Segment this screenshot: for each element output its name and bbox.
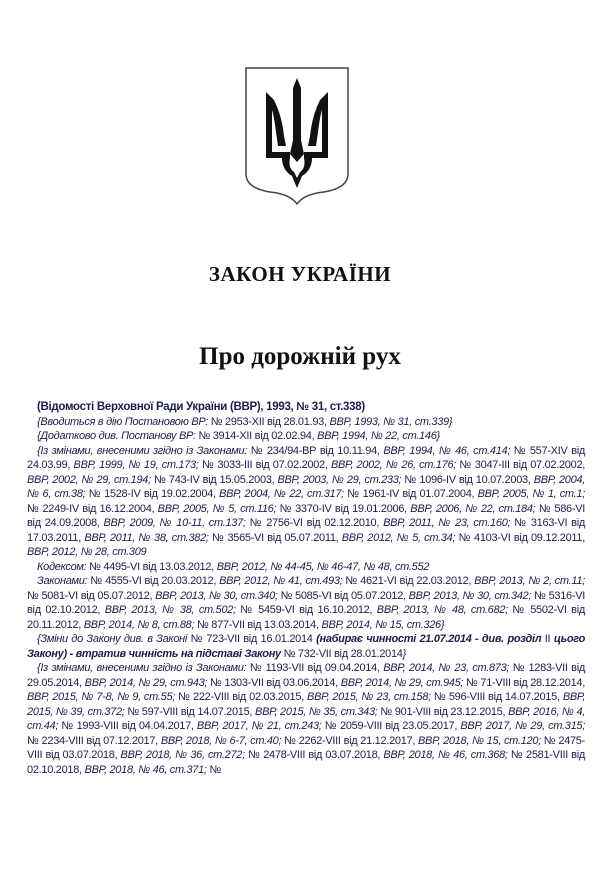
publication-reference: ВВР, 2016, № 4, ст.44; — [27, 705, 586, 732]
publication-reference: ВВР, 2006, № 22, ст.184; — [410, 502, 539, 515]
publication-reference: } — [402, 647, 406, 660]
law-reference: № 5459-VI від 16.10.2012, — [240, 604, 377, 616]
law-reference: № 596-VIII від 14.07.2015, — [433, 691, 563, 703]
publication-reference: ВВР, 2003, № 29, ст.233; — [277, 473, 405, 486]
publication-reference: ВВР, 2014, № 8, ст.88; — [83, 618, 197, 631]
amendment-paragraph — [27, 632, 585, 661]
publication-reference: ВВР, 2012, № 5, ст.34; — [341, 531, 459, 544]
publication-reference: ВВР, 2002, № 26, ст.176; — [330, 459, 460, 471]
publication-reference: ВВР, 2011, № 23, ст.160; — [383, 517, 515, 529]
amendment-paragraph — [27, 415, 585, 430]
amendment-paragraph — [27, 444, 585, 560]
law-reference: № 5081-VI від 05.07.2012, — [27, 589, 156, 602]
law-reference: II — [544, 633, 551, 645]
law-reference: № 4555-VI від 20.03.2012, — [90, 575, 220, 587]
amendment-paragraph — [27, 661, 585, 777]
publication-reference: цього Закону) - втратив чинність на підставі Закону — [27, 633, 585, 660]
law-reference: № 2059-VIII від 23.05.2017, — [324, 720, 461, 732]
publication-reference: ВВР, 2015, № 7-8, № 9, ст.55; — [27, 691, 179, 703]
publication-reference: ВВР, 2014, № 29, ст.945; — [340, 676, 467, 689]
publication-reference: ВВР, 2011, № 38, ст.382; — [84, 531, 213, 544]
publication-reference: {Додатково див. Постанову ВР: — [37, 430, 199, 442]
publication-reference: ВВР, 1999, № 19, ст.173; — [73, 459, 202, 471]
source-reference — [27, 400, 585, 415]
law-reference: № 3047-III від 07.02.2002, — [459, 459, 586, 471]
law-reference: № 1528-IV від 19.02.2004, — [88, 488, 220, 500]
law-reference: № 2478-VIII від 03.07.2018, — [248, 749, 384, 761]
law-reference: № 2581-VIII від 02.10.2018, — [27, 749, 585, 776]
publication-reference: ВВР, 2018, № 46, ст.368; — [383, 749, 511, 761]
publication-reference: ВВР, 2013, № 2, ст.11; — [474, 575, 585, 587]
publication-reference: (набирає чинності 21.07.2014 - див. розділ — [316, 633, 545, 645]
publication-reference: ВВР, 2014, № 15, ст.326} — [321, 618, 445, 631]
publication-reference: ВВР, 2015, № 35, ст.343; — [255, 705, 381, 718]
law-reference: № 3914-XII від 02.02.94, — [198, 430, 318, 442]
law-reference: № 3370-IV від 19.01.2006, — [279, 502, 411, 515]
law-reference: № 597-VIII від 14.07.2015, — [127, 705, 256, 718]
publication-reference: ВВР, 1993, № 31, ст.339} — [329, 415, 453, 428]
document-title: Про дорожній рух — [199, 343, 401, 370]
law-reference: № 4621-VI від 22.03.2012, — [345, 575, 475, 587]
law-reference: № 2756-VI від 02.12.2010, — [249, 517, 384, 529]
publication-reference: ВВР, 2012, № 28, ст.309 — [27, 546, 147, 558]
law-reference: № 586-VI від 24.09.2008, — [27, 502, 585, 529]
law-reference: № 4103-VI від 09.12.2011, — [458, 531, 585, 544]
law-reference: № 5502-VI від 20.11.2012, — [27, 604, 585, 631]
law-reference: № 2953-XII від 28.01.93, — [210, 415, 330, 428]
publication-reference: ВВР, 2012, № 44-45, № 46-47, № 48, ст.552 — [216, 560, 430, 573]
publication-reference: {Зміни до Закону див. в Законі — [37, 633, 191, 645]
publication-reference: ВВР, 2018, № 6-7, ст.40; — [160, 734, 285, 747]
law-reference: № 1096-IV від 10.07.2003, — [404, 473, 534, 486]
amendment-paragraph — [27, 429, 585, 444]
law-reference: № 732-VII від 28.01.2014 — [283, 647, 403, 660]
publication-reference: Законами: — [37, 575, 91, 587]
publication-reference: ВВР, 2009, № 10-11, ст.137; — [103, 517, 250, 529]
publication-reference: ВВР, 2002, № 29, ст.194; — [27, 473, 154, 486]
amendment-paragraph — [27, 574, 585, 632]
publication-reference: {Із змінами, внесеними згідно із Законами: — [37, 662, 250, 674]
law-reference: № 2475-VIII від 03.07.2018, — [27, 734, 585, 761]
publication-reference: ВВР, 2013, № 30, ст.340; — [155, 589, 281, 602]
law-reference: № 557-XIV від 24.03.99, — [27, 444, 585, 471]
law-reference: № 1961-IV від 01.07.2004, — [347, 488, 478, 500]
law-reference: № 222-VIII від 02.03.2015, — [178, 691, 308, 703]
publication-reference: {Із змінами, внесеними згідно із Законами: — [37, 444, 251, 457]
coat-of-arms-icon — [244, 66, 350, 206]
publication-reference: ВВР, 1994, № 22, ст.146} — [317, 430, 440, 442]
publication-reference: ВВР, 2017, № 21, ст.243; — [196, 720, 325, 732]
publication-reference: ВВР, 2017, № 29, ст.315; — [460, 720, 585, 732]
publication-reference: ВВР, 2014, № 23, ст.873; — [383, 662, 513, 674]
publication-reference: ВВР, 2004, № 6, ст.38; — [27, 473, 585, 500]
law-reference: № 3163-VI від 17.03.2011, — [27, 517, 585, 544]
law-reference: № 5085-VI від 05.07.2012, — [280, 589, 409, 602]
publication-reference: ВВР, 2004, № 22, ст.317; — [219, 488, 348, 500]
publication-reference: ВВР, 2013, № 38, ст.502; — [104, 604, 241, 616]
law-reference: № 4495-VI від 13.03.2012, — [89, 560, 217, 573]
law-reference: № 1303-VII від 03.06.2014, — [209, 676, 341, 689]
publication-reference: {Вводиться в дію Постановою ВР: — [37, 415, 211, 428]
law-reference: № 1993-VIII від 04.04.2017, — [61, 720, 197, 732]
law-reference: № — [209, 763, 221, 776]
law-reference: № 1283-VII від 29.05.2014, — [27, 662, 585, 689]
law-reference: (Відомості Верховної Ради України (ВВР), 1993, № 31, ст.338) — [37, 401, 365, 413]
law-reference: № 3565-VI від 05.07.2011, — [212, 531, 342, 544]
law-reference: № 234/94-ВР від 10.11.94, — [250, 444, 384, 457]
publication-reference: ВВР, 2015, № 23, ст.158; — [307, 691, 434, 703]
publication-reference: ВВР, 2018, № 36, ст.272; — [120, 749, 249, 761]
publication-reference: ВВР, 2014, № 29, ст.943; — [84, 676, 210, 689]
publication-reference: ВВР, 2013, № 30, ст.342; — [408, 589, 535, 602]
amendment-paragraph — [27, 560, 585, 575]
publication-reference: Кодексом: — [37, 560, 90, 573]
law-reference: № 901-VIII від 23.12.2015, — [380, 705, 509, 718]
law-reference: № 2249-IV від 16.12.2004, — [27, 502, 158, 515]
law-reference: № 1193-VII від 09.04.2014, — [249, 662, 384, 674]
publication-reference: ВВР, 2018, № 46, ст.371; — [84, 763, 210, 776]
publication-reference: ВВР, 1994, № 46, ст.414; — [383, 444, 514, 457]
publication-reference: ВВР, 2013, № 48, ст.682; — [376, 604, 513, 616]
publication-reference: ВВР, 2015, № 39, ст.372; — [27, 691, 586, 718]
law-reference: № 877-VII від 13.03.2014, — [197, 618, 322, 631]
publication-reference: ВВР, 2018, № 15, ст.120; — [418, 734, 544, 747]
law-reference: № 71-VIII від 28.12.2014, — [466, 676, 586, 689]
law-reference: № 743-IV від 15.05.2003, — [153, 473, 278, 486]
law-reference: № 3033-III від 07.02.2002, — [201, 459, 331, 471]
document-body — [27, 400, 585, 777]
publication-reference: ВВР, 2005, № 5, ст.116; — [157, 502, 280, 515]
law-reference: № 2262-VIII від 21.12.2017, — [284, 734, 419, 747]
document-heading: ЗАКОН УКРАЇНИ — [208, 262, 392, 286]
law-reference: № 5316-VI від 02.10.2012, — [27, 589, 586, 616]
law-reference: № 2234-VIII від 07.12.2017, — [27, 734, 161, 747]
law-reference: № 723-VII від 16.01.2014 — [190, 633, 317, 645]
publication-reference: ВВР, 2012, № 41, ст.493; — [219, 575, 346, 587]
publication-reference: ВВР, 2005, № 1, ст.1; — [477, 488, 585, 500]
